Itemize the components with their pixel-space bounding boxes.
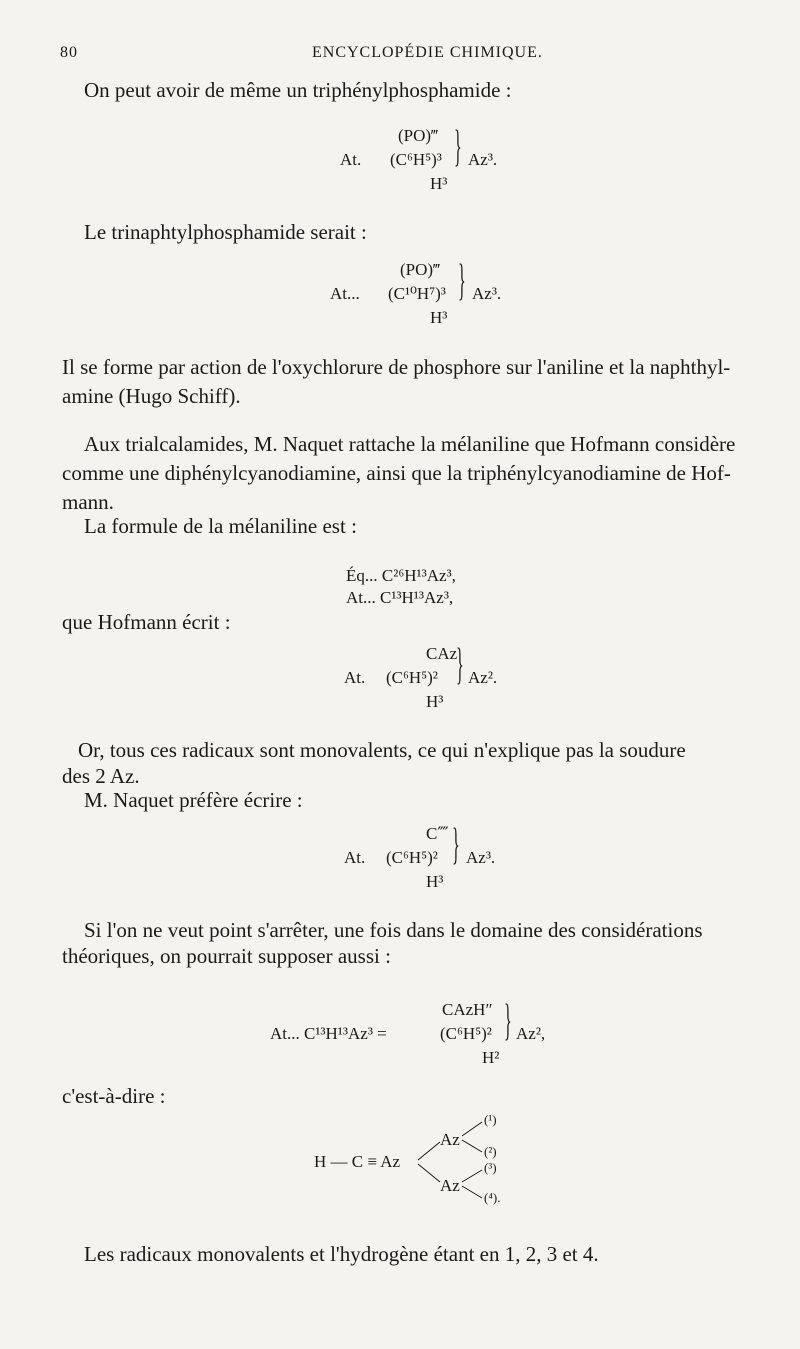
formula-5-prefix: At. (344, 848, 366, 867)
paragraph-5: La formule de la mélaniline est : (84, 514, 357, 538)
formula-1-prefix: At. (340, 150, 362, 169)
formula-1 (340, 118, 540, 198)
formula-7 (310, 1112, 530, 1218)
formula-6-brace: } (504, 998, 512, 1046)
formula-7-label-1: (¹) (484, 1112, 497, 1127)
paragraph-4-line-1: Aux trialcalamides, M. Naquet rattache la mélaniline que Hofmann considère (84, 432, 736, 456)
formula-2-bot: H³ (430, 308, 448, 327)
formula-6-prefix: At... C¹³H¹³Az³ = (270, 1024, 387, 1043)
formula-3-line-2: At... C¹³H¹³Az³, (346, 588, 454, 607)
formula-4 (344, 640, 544, 720)
page-number: 80 (60, 44, 78, 61)
paragraph-7-line-1: Or, tous ces radicaux sont monovalents, ce qui n'explique pas la soudure (78, 738, 686, 762)
paragraph-4-line-3: mann. (62, 490, 114, 514)
formula-5 (344, 820, 544, 900)
formula-5-right: Az³. (466, 848, 496, 867)
paragraph-7-line-2: des 2 Az. (62, 764, 140, 788)
formula-2-right: Az³. (472, 284, 502, 303)
paragraph-11: Les radicaux monovalents et l'hydrogène étant en 1, 2, 3 et 4. (84, 1242, 599, 1266)
paragraph-8: M. Naquet préfère écrire : (84, 788, 303, 812)
paragraph-10: c'est-à-dire : (62, 1084, 166, 1108)
formula-4-mid: (C⁶H⁵)² (386, 668, 438, 687)
formula-6-bot: H² (482, 1048, 500, 1067)
formula-2-mid: (C¹⁰H⁷)³ (388, 284, 446, 303)
formula-3-line-1: Éq... C²⁶H¹³Az³, (346, 566, 456, 585)
formula-1-bot: H³ (430, 174, 448, 193)
paragraph-2: Le trinaphtylphosphamide serait : (84, 220, 367, 244)
formula-2-prefix: At... (330, 284, 360, 303)
formula-4-right: Az². (468, 668, 498, 687)
formula-2-top: (PO)‴ (400, 260, 441, 279)
paragraph-6: que Hofmann écrit : (62, 610, 231, 634)
formula-6 (270, 996, 590, 1076)
formula-7-az-bottom: Az (440, 1176, 460, 1195)
paragraph-4-line-2: comme une diphénylcyanodiamine, ainsi que la triphénylcyanodiamine de Hof- (62, 461, 731, 485)
formula-6-right: Az², (516, 1024, 546, 1043)
formula-4-brace: } (456, 642, 464, 690)
formula-1-top: (PO)‴ (398, 126, 439, 145)
paragraph-1: On peut avoir de même un triphénylphosphamide : (84, 78, 512, 102)
paragraph-3-line-2: amine (Hugo Schiff). (62, 384, 241, 408)
formula-4-top: CAz (426, 644, 458, 663)
paragraph-9-line-1: Si l'on ne veut point s'arrêter, une fois dans le domaine des considérations (84, 918, 703, 942)
formula-2-brace: } (458, 258, 466, 306)
formula-6-mid: (C⁶H⁵)² (440, 1024, 492, 1043)
formula-5-top: C⁗ (426, 824, 449, 843)
formula-2 (330, 254, 550, 334)
formula-4-bot: H³ (426, 692, 444, 711)
paragraph-3-line-1: Il se forme par action de l'oxychlorure de phosphore sur l'aniline et la naphthyl- (62, 355, 731, 379)
formula-7-az-top: Az (440, 1130, 460, 1149)
formula-5-brace: } (452, 822, 460, 870)
formula-7-label-2: (²) (484, 1144, 497, 1159)
formula-4-prefix: At. (344, 668, 366, 687)
formula-1-right: Az³. (468, 150, 498, 169)
formula-1-mid: (C⁶H⁵)³ (390, 150, 442, 169)
formula-7-label-3: (³) (484, 1160, 497, 1175)
formula-5-bot: H³ (426, 872, 444, 891)
formula-5-mid: (C⁶H⁵)² (386, 848, 438, 867)
formula-7-left: H — C ≡ Az (314, 1152, 401, 1171)
formula-1-brace: } (454, 124, 462, 172)
paragraph-9-line-2: théoriques, on pourrait supposer aussi : (62, 944, 391, 968)
formula-6-top: CAzH″ (442, 1000, 493, 1019)
running-title: ENCYCLOPÉDIE CHIMIQUE. (312, 44, 543, 61)
formula-7-label-4: (⁴). (484, 1190, 501, 1205)
